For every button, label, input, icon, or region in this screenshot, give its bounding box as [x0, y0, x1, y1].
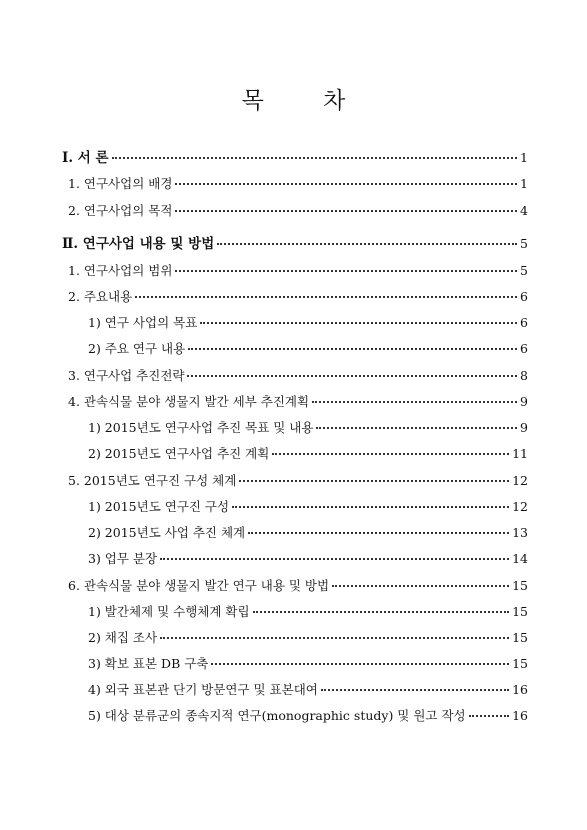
toc-entry[interactable]: [88, 525, 528, 541]
toc-entry[interactable]: [68, 263, 528, 279]
toc-entry[interactable]: [68, 203, 528, 219]
toc-entry[interactable]: [88, 551, 528, 567]
toc-entry-label: 1) 2015년도 연구사업 추진 목표 및 내용: [88, 420, 314, 435]
toc-entry-page-number: 16: [512, 682, 528, 697]
toc-entry-label: 2) 2015년도 연구사업 추진 계획: [88, 446, 270, 461]
toc-entry-label: 3) 업무 분장: [88, 551, 158, 566]
dot-leader: [217, 233, 517, 245]
dot-leader: [187, 365, 517, 377]
dot-leader: [188, 338, 517, 350]
toc-entry[interactable]: [88, 604, 528, 620]
toc-entry[interactable]: [62, 236, 528, 252]
dot-leader: [312, 391, 517, 403]
toc-entry[interactable]: [88, 446, 528, 462]
dot-leader: [175, 260, 517, 272]
toc-entry-label: 6. 관속식물 분야 생물지 발간 연구 내용 및 방법: [68, 578, 330, 593]
dot-leader: [232, 496, 509, 508]
toc-entry-page-number: 16: [512, 708, 528, 723]
toc-entry-page-number: 1: [520, 150, 528, 165]
dot-leader: [316, 417, 517, 429]
toc-entry-page-number: 15: [512, 630, 528, 645]
toc-entry-label: 1) 발간체제 및 수행체계 확립: [88, 604, 250, 619]
toc-entry-label: 5. 2015년도 연구진 구성 체계: [68, 473, 237, 488]
dot-leader: [160, 627, 509, 639]
toc-entry-label: 1. 연구사업의 배경: [68, 176, 173, 191]
toc-entry-page-number: 15: [512, 604, 528, 619]
toc-entry-page-number: 12: [512, 473, 528, 488]
toc-entry[interactable]: [88, 315, 528, 331]
toc-entry-page-number: 6: [520, 289, 528, 304]
page-title: 목 차: [241, 88, 372, 114]
dot-leader: [211, 653, 509, 665]
toc-entry-page-number: 6: [520, 341, 528, 356]
toc-entry-page-number: 12: [512, 499, 528, 514]
toc-entry-label: 1) 연구 사업의 목표: [88, 315, 198, 330]
toc-entry-label: 2) 2015년도 사업 추진 체계: [88, 525, 246, 540]
toc-entry-label: 4. 관속식물 분야 생물지 발간 세부 추진계획: [68, 394, 310, 409]
toc-entry-page-number: 15: [512, 578, 528, 593]
toc-entry-label: 3. 연구사업 추진전략: [68, 368, 185, 383]
toc-entry[interactable]: [68, 394, 528, 410]
toc-entry-label: Ⅰ. 서 론: [62, 150, 109, 166]
dot-leader: [135, 286, 517, 298]
toc-entry-label: 4) 외국 표본관 단기 방문연구 및 표본대여: [88, 682, 318, 697]
dot-leader: [469, 705, 509, 717]
toc-entry[interactable]: [68, 176, 528, 192]
toc-entry-label: 5) 대상 분류군의 종속지적 연구(monographic study) 및 원고 작성: [88, 708, 466, 723]
toc-entry-label: 1) 2015년도 연구진 구성: [88, 499, 230, 514]
toc-entry-label: 2) 주요 연구 내용: [88, 341, 186, 356]
dot-leader: [175, 200, 517, 212]
toc-entry[interactable]: [88, 708, 528, 724]
toc-entry-page-number: 11: [512, 446, 528, 461]
dot-leader: [253, 601, 510, 613]
toc-entry[interactable]: [88, 420, 528, 436]
toc-entry-page-number: 14: [512, 551, 528, 566]
dot-leader: [239, 470, 509, 482]
toc-entry-page-number: 13: [512, 525, 528, 540]
toc-entry-label: 2. 연구사업의 목적: [68, 203, 173, 218]
toc-entry-label: 2. 주요내용: [68, 289, 133, 304]
toc-entry-page-number: 15: [512, 656, 528, 671]
toc-entry[interactable]: [68, 289, 528, 305]
toc-entry-page-number: 8: [520, 368, 528, 383]
toc-entry-page-number: 5: [520, 236, 528, 251]
toc-entry[interactable]: [88, 682, 528, 698]
toc-entry[interactable]: [88, 499, 528, 515]
toc-entry-label: 2) 채집 조사: [88, 630, 158, 645]
toc-entry-label: 1. 연구사업의 범위: [68, 263, 173, 278]
toc-entry-page-number: 9: [520, 394, 528, 409]
toc-entry[interactable]: [62, 150, 528, 166]
dot-leader: [200, 312, 517, 324]
toc-entry-page-number: 6: [520, 315, 528, 330]
toc-entry[interactable]: [88, 630, 528, 646]
dot-leader: [112, 147, 518, 159]
toc-entry-page-number: 9: [520, 420, 528, 435]
dot-leader: [272, 443, 509, 455]
dot-leader: [175, 173, 517, 185]
dot-leader: [321, 679, 509, 691]
toc-entry[interactable]: [68, 578, 528, 594]
toc-entry-label: Ⅱ. 연구사업 내용 및 방법: [62, 236, 215, 252]
toc-entry-label: 3) 확보 표본 DB 구축: [88, 656, 209, 671]
dot-leader: [248, 522, 509, 534]
toc-entry-page-number: 5: [520, 263, 528, 278]
toc-entry[interactable]: [88, 341, 528, 357]
dot-leader: [160, 548, 509, 560]
toc-entry-page-number: 1: [520, 176, 528, 191]
toc-entry[interactable]: [88, 656, 528, 672]
toc-entry[interactable]: [68, 473, 528, 489]
toc-entry-page-number: 4: [520, 203, 528, 218]
dot-leader: [332, 575, 509, 587]
toc-entry[interactable]: [68, 368, 528, 384]
